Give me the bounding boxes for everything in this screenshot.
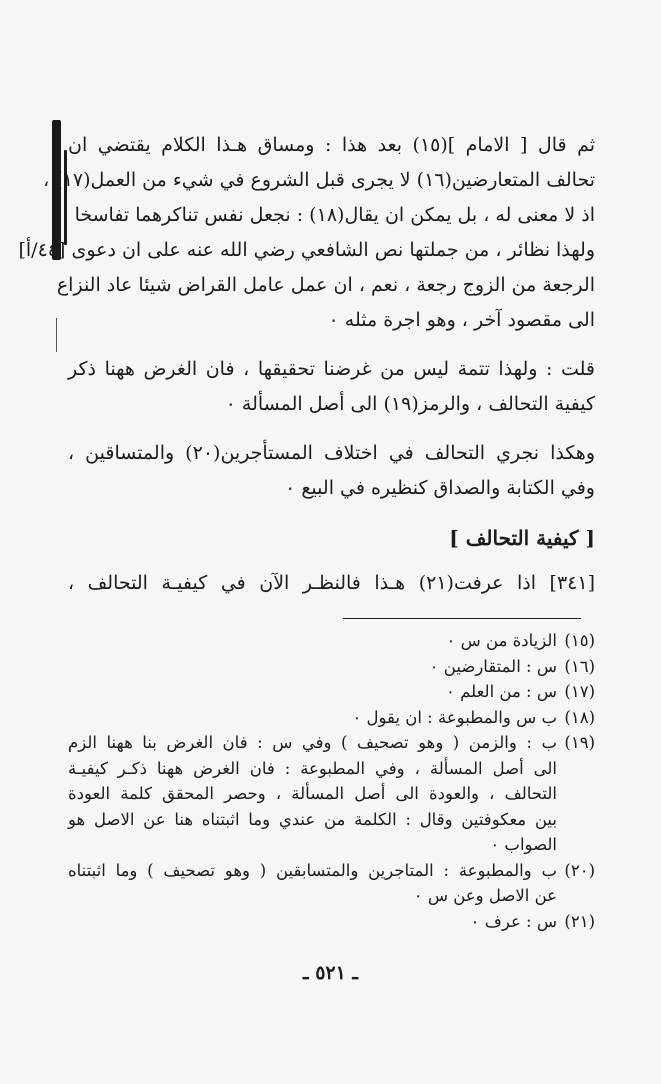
text-line: تحالف المتعارضين(١٦) لا يجرى قبل الشروع في شيء من العمل(١٧) ،: [43, 169, 595, 191]
margin-tick-mark: [56, 318, 57, 352]
footnote: [68, 654, 595, 680]
footnote-number: (١٥): [564, 631, 595, 650]
footnote-text: الى أصل المسألة ، وفي المطبوعة : فان الغرض ههنا ذكـر كيفيـة: [68, 758, 557, 778]
footnote: [68, 858, 595, 909]
text-line: الرجعة من الزوج رجعة ، نعم ، ان عمل عامل القراض شيئا عاد النزاع: [56, 274, 595, 296]
footnote: [68, 628, 595, 654]
footnotes: [68, 628, 595, 934]
footnote-number: (١٦): [564, 656, 595, 676]
footnote-text: الصواب ٠: [490, 835, 557, 854]
text-line: وهكذا نجري التحالف في اختلاف المستأجرين(٢٠) والمتساقين ،: [68, 442, 596, 464]
text-line: كيفية التحالف ، والرمز(١٩) الى أصل المسألة ٠: [225, 393, 595, 415]
main-text: [18, 128, 596, 601]
footnote-text: ب : والزمن ( وهو تصحيف ) وفي س : فان الغرض بنا ههنا الزم: [68, 733, 557, 752]
footnote: [68, 679, 595, 705]
footnote-text: التحالف ، والعودة الى أصل المسألة ، وحصر المحقق كلمة العودة: [68, 784, 557, 803]
paragraph-2: [68, 352, 595, 422]
footnote: [68, 705, 595, 731]
footnote-number: (٢٠): [564, 860, 595, 880]
text-line: قلت : ولهذا تتمة ليس من غرضنا تحقيقها ، فان الغرض ههنا ذكر: [68, 358, 595, 380]
section-heading: [ كيفية التحالف ]: [449, 526, 595, 550]
footnote-number: (١٩): [564, 733, 595, 752]
text-line: اذ لا معنى له ، بل يمكن ان يقال(١٨) : نجعل نفس تناكرهما تفاسخا ،: [62, 204, 595, 226]
paragraph-3: [68, 436, 595, 506]
footnote-text: الزيادة من س ٠: [446, 631, 557, 650]
footnote-text: س : من العلم ٠: [446, 682, 557, 701]
footnote-text: س : المتقارضين ٠: [429, 656, 557, 676]
footnote-number: (٢١): [564, 911, 595, 931]
paragraph-1: [18, 128, 596, 338]
footnote-number: (١٧): [564, 682, 595, 701]
footnote-text: بين معكوفتين وقال : الكلمة من عندي وما اثبتناه هنا عن الاصل هو: [68, 809, 557, 829]
footnote-text: س : عرف ٠: [470, 911, 557, 931]
footnote-text: عن الاصل وعن س ٠: [413, 886, 557, 905]
footnote-number: (١٨): [564, 707, 595, 727]
footnote-text: ب والمطبوعة : المتاجرين والمتسابقين ( وهو تصحيف ) وما اثبتناه: [68, 860, 557, 880]
footnote-text: ب س والمطبوعة : ان يقول ٠: [352, 707, 557, 727]
footnote: [68, 909, 595, 935]
text-line: وفي الكتابة والصداق كنظيره في البيع ٠: [285, 477, 595, 499]
text-line: الى مقصود آخر ، وهو اجرة مثله ٠: [328, 309, 595, 331]
page-number: ـ ٥٢١ ـ: [303, 962, 358, 984]
footnote: [68, 730, 595, 858]
text-line: [٣٤١] اذا عرفت(٢١) هـذا فالنظـر الآن في كيفيـة التحالف ،: [68, 572, 596, 594]
text-line: ولهذا نظائر ، من جملتها نص الشافعي رضي الله عنه على ان دعوى [٤٤/أ]: [18, 239, 595, 261]
footnote-separator: [343, 618, 581, 619]
text-line: ثم قال [ الامام ](١٥) بعد هذا : ومساق هـذا الكلام يقتضي ان: [68, 134, 596, 156]
